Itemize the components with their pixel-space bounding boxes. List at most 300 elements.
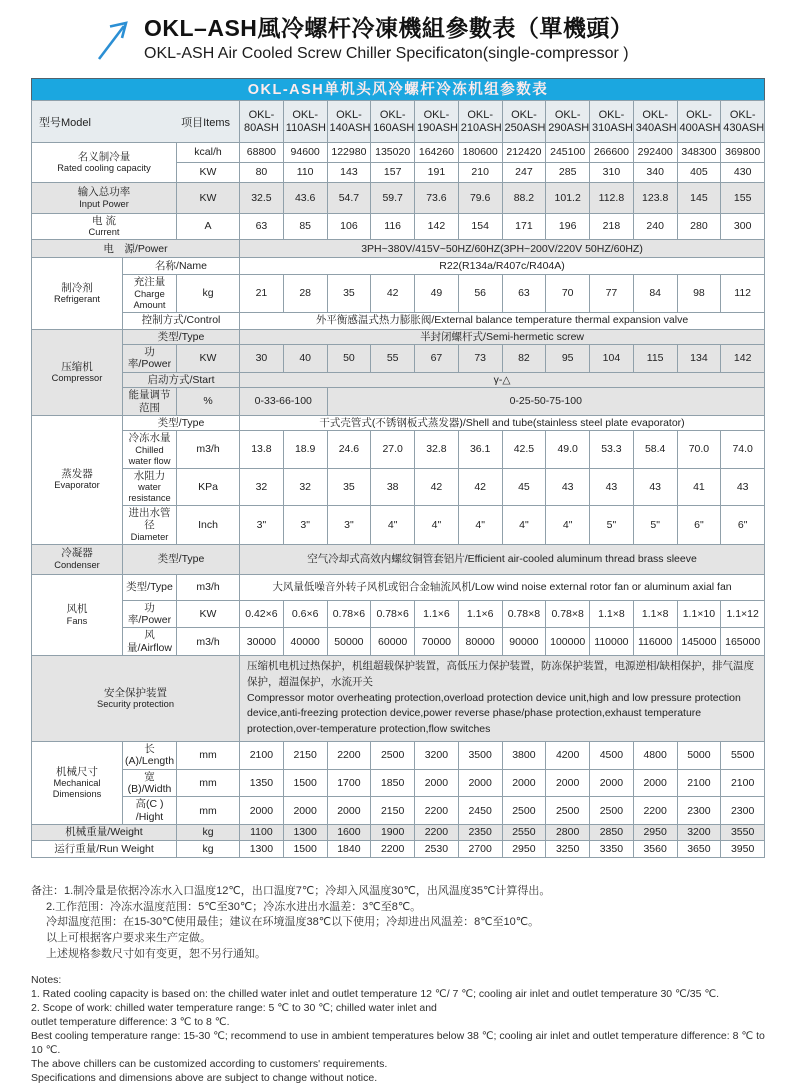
merged-value-cell: 3PH~380V/415V~50HZ/60HZ(3PH~200V/220V 50HZ/60HZ) xyxy=(240,240,765,258)
value-cell: 3560 xyxy=(633,841,677,858)
value-cell: 70 xyxy=(546,275,590,312)
model-header-cell: OKL- 430ASH xyxy=(721,101,765,143)
unit-cell: mm xyxy=(177,769,240,797)
model-header-cell: OKL- 110ASH xyxy=(283,101,327,143)
value-cell: 82 xyxy=(502,345,546,373)
spec-table xyxy=(31,100,765,858)
table-row xyxy=(32,741,765,769)
value-cell: 59.7 xyxy=(371,183,415,214)
row-label-cell: 类型/Type xyxy=(123,544,240,574)
row-group-cell: 制冷剂 Refrigerant xyxy=(32,258,123,329)
value-cell: 405 xyxy=(677,163,721,183)
value-cell: 1500 xyxy=(283,841,327,858)
value-cell: 122980 xyxy=(327,143,371,163)
row-group-cell: 冷凝器 Condenser xyxy=(32,544,123,574)
value-cell: 43.6 xyxy=(283,183,327,214)
value-cell: 340 xyxy=(633,163,677,183)
model-header-cell: OKL- 140ASH xyxy=(327,101,371,143)
value-cell: 53.3 xyxy=(590,431,634,468)
merged-value-cell: 干式壳管式(不锈钢板式蒸发器)/Shell and tube(stainless steel plate evaporator) xyxy=(240,415,765,430)
value-cell: 85 xyxy=(283,214,327,240)
row-label-cell: 安全保护装置 Security protection xyxy=(32,656,240,742)
row-group-cell: 压缩机 Compressor xyxy=(32,329,123,415)
value-cell: 2300 xyxy=(721,797,765,825)
value-cell: 60000 xyxy=(371,628,415,656)
table-row xyxy=(32,544,765,574)
value-cell: 2200 xyxy=(415,825,459,841)
model-header-cell: OKL- 310ASH xyxy=(590,101,634,143)
row-group-cell: 蒸发器 Evaporator xyxy=(32,415,123,544)
value-cell: 165000 xyxy=(721,628,765,656)
value-cell: 88.2 xyxy=(502,183,546,214)
unit-cell: KW xyxy=(177,163,240,183)
unit-cell: m3/h xyxy=(177,431,240,468)
row-label-cell: 宽(B)/Width xyxy=(123,769,177,797)
value-cell: 49.0 xyxy=(546,431,590,468)
value-cell: 2450 xyxy=(458,797,502,825)
row-label-cell: 水阻力 water resistance xyxy=(123,468,177,505)
value-cell: 212420 xyxy=(502,143,546,163)
value-cell: 38 xyxy=(371,468,415,505)
value-cell: 1500 xyxy=(283,769,327,797)
spec-table-body xyxy=(32,101,765,858)
merged-value-cell: 0-25-50-75-100 xyxy=(327,388,765,416)
notes-en xyxy=(31,974,771,1086)
value-cell: 106 xyxy=(327,214,371,240)
merged-value-cell: 大风量低噪音外转子风机或铝合金轴流风机/Low wind noise external rotor fan or aluminum axial fan xyxy=(240,574,765,600)
value-cell: 13.8 xyxy=(240,431,284,468)
value-cell: 2950 xyxy=(502,841,546,858)
unit-cell: mm xyxy=(177,741,240,769)
value-cell: 2100 xyxy=(677,769,721,797)
value-cell: 155 xyxy=(721,183,765,214)
value-cell: 1350 xyxy=(240,769,284,797)
table-row xyxy=(32,825,765,841)
unit-cell: mm xyxy=(177,797,240,825)
value-cell: 1100 xyxy=(240,825,284,841)
value-cell: 3" xyxy=(240,505,284,544)
value-cell: 4500 xyxy=(590,741,634,769)
title-block xyxy=(144,10,633,63)
value-cell: 6" xyxy=(721,505,765,544)
value-cell: 1.1×6 xyxy=(415,600,459,628)
value-cell: 2100 xyxy=(721,769,765,797)
value-cell: 3250 xyxy=(546,841,590,858)
value-cell: 3500 xyxy=(458,741,502,769)
value-cell: 300 xyxy=(721,214,765,240)
value-cell: 2000 xyxy=(240,797,284,825)
unit-cell: Inch xyxy=(177,505,240,544)
corner-model-label: 型号Model xyxy=(39,116,91,129)
value-cell: 157 xyxy=(371,163,415,183)
value-cell: 104 xyxy=(590,345,634,373)
note-line: Notes: xyxy=(31,974,62,987)
row-label-cell: 电 流 Current xyxy=(32,214,177,240)
table-row xyxy=(32,329,765,344)
value-cell: 56 xyxy=(458,275,502,312)
value-cell: 164260 xyxy=(415,143,459,163)
value-cell: 21 xyxy=(240,275,284,312)
value-cell: 95 xyxy=(546,345,590,373)
value-cell: 94600 xyxy=(283,143,327,163)
value-cell: 3350 xyxy=(590,841,634,858)
value-cell: 110 xyxy=(283,163,327,183)
value-cell: 63 xyxy=(240,214,284,240)
table-row xyxy=(32,388,765,416)
model-header-cell: OKL- 340ASH xyxy=(633,101,677,143)
value-cell: 1900 xyxy=(371,825,415,841)
model-header-cell: OKL- 290ASH xyxy=(546,101,590,143)
unit-cell: KW xyxy=(177,345,240,373)
note-line: 以上可根据客户要求来生产定做。 xyxy=(46,931,211,944)
note-line: 上述规格参数尺寸如有变更，恕不另行通知。 xyxy=(46,947,266,960)
models-items-corner-cell xyxy=(32,101,240,143)
value-cell: 49 xyxy=(415,275,459,312)
value-cell: 2000 xyxy=(327,797,371,825)
value-cell: 112 xyxy=(721,275,765,312)
unit-cell: % xyxy=(177,388,240,416)
value-cell: 5" xyxy=(633,505,677,544)
value-cell: 36.1 xyxy=(458,431,502,468)
value-cell: 50 xyxy=(327,345,371,373)
value-cell: 28 xyxy=(283,275,327,312)
model-header-cell: OKL- 250ASH xyxy=(502,101,546,143)
value-cell: 0.6×6 xyxy=(283,600,327,628)
row-label-cell: 长(A)/Length xyxy=(123,741,177,769)
row-group-cell: 风机 Fans xyxy=(32,574,123,656)
row-label-cell: 风量/Airflow xyxy=(123,628,177,656)
value-cell: 115 xyxy=(633,345,677,373)
model-header-cell: OKL- 160ASH xyxy=(371,101,415,143)
row-label-cell: 类型/Type xyxy=(123,574,177,600)
unit-cell: kcal/h xyxy=(177,143,240,163)
value-cell: 280 xyxy=(677,214,721,240)
value-cell: 2500 xyxy=(371,741,415,769)
value-cell: 84 xyxy=(633,275,677,312)
value-cell: 1600 xyxy=(327,825,371,841)
value-cell: 3650 xyxy=(677,841,721,858)
value-cell: 196 xyxy=(546,214,590,240)
table-row xyxy=(32,258,765,275)
value-cell: 43 xyxy=(590,468,634,505)
value-cell: 4" xyxy=(458,505,502,544)
value-cell: 135020 xyxy=(371,143,415,163)
row-label-cell: 启动方式/Start xyxy=(123,372,240,387)
value-cell: 2200 xyxy=(415,797,459,825)
value-cell: 2000 xyxy=(590,769,634,797)
value-cell: 245100 xyxy=(546,143,590,163)
value-cell: 24.6 xyxy=(327,431,371,468)
unit-cell: KPa xyxy=(177,468,240,505)
table-row xyxy=(32,240,765,258)
notes-cn xyxy=(31,884,771,962)
row-label-cell: 功率/Power xyxy=(123,345,177,373)
unit-cell: KW xyxy=(177,183,240,214)
value-cell: 1850 xyxy=(371,769,415,797)
value-cell: 40000 xyxy=(283,628,327,656)
merged-value-cell: γ-△ xyxy=(240,372,765,387)
value-cell: 1300 xyxy=(283,825,327,841)
value-cell: 285 xyxy=(546,163,590,183)
note-line: The above chillers can be customized according to customers' requirements. xyxy=(31,1057,388,1070)
value-cell: 3800 xyxy=(502,741,546,769)
value-cell: 2500 xyxy=(590,797,634,825)
value-cell: 98 xyxy=(677,275,721,312)
value-cell: 191 xyxy=(415,163,459,183)
value-cell: 42 xyxy=(415,468,459,505)
value-cell: 5500 xyxy=(721,741,765,769)
value-cell: 154 xyxy=(458,214,502,240)
note-line: Specifications and dimensions above are subject to change without notice. xyxy=(31,1071,378,1084)
merged-value-cell: 半封闭螺杆式/Semi-hermetic screw xyxy=(240,329,765,344)
table-row xyxy=(32,797,765,825)
table-row xyxy=(32,628,765,656)
value-cell: 0.78×8 xyxy=(546,600,590,628)
value-cell: 1.1×6 xyxy=(458,600,502,628)
table-row xyxy=(32,183,765,214)
row-group-cell: 机械尺寸 Mechanical Dimensions xyxy=(32,741,123,824)
value-cell: 55 xyxy=(371,345,415,373)
value-cell: 110000 xyxy=(590,628,634,656)
row-label-cell: 冷冻水量 Chilled water flow xyxy=(123,431,177,468)
row-label-cell: 电 源/Power xyxy=(32,240,240,258)
value-cell: 1.1×12 xyxy=(721,600,765,628)
merged-value-cell: 外平衡感温式热力膨胀阀/External balance temperature thermal expansion valve xyxy=(240,312,765,329)
row-label-cell: 高(C ) /Hight xyxy=(123,797,177,825)
value-cell: 3950 xyxy=(721,841,765,858)
row-label-cell: 充注量 Charge Amount xyxy=(123,275,177,312)
value-cell: 1.1×8 xyxy=(590,600,634,628)
value-cell: 50000 xyxy=(327,628,371,656)
value-cell: 145000 xyxy=(677,628,721,656)
value-cell: 123.8 xyxy=(633,183,677,214)
row-label-cell: 能量调节范围 xyxy=(123,388,177,416)
value-cell: 348300 xyxy=(677,143,721,163)
unit-cell: A xyxy=(177,214,240,240)
table-row xyxy=(32,769,765,797)
value-cell: 30 xyxy=(240,345,284,373)
note-line: 2. Scope of work: chilled water temperature range: 5 ℃ to 30 ℃; chilled water inlet and xyxy=(31,1002,437,1015)
note-line: 备注：1.制冷量是依据冷冻水入口温度12℃，出口温度7℃；冷却入风温度30℃，出风温度35℃计算得出。 xyxy=(31,885,551,898)
merged-value-cell: 空气冷却式高效内螺纹铜管套铝片/Efficient air-cooled aluminum thread brass sleeve xyxy=(240,544,765,574)
value-cell: 68800 xyxy=(240,143,284,163)
table-row xyxy=(32,372,765,387)
unit-cell: m3/h xyxy=(177,628,240,656)
value-cell: 1300 xyxy=(240,841,284,858)
value-cell: 143 xyxy=(327,163,371,183)
table-row xyxy=(32,600,765,628)
table-row xyxy=(32,415,765,430)
value-cell: 0.78×6 xyxy=(327,600,371,628)
value-cell: 2000 xyxy=(502,769,546,797)
merged-value-cell: 压缩机电机过热保护，机组超载保护装置，高低压力保护装置，防冻保护装置，电源逆相/缺相保护，排气温度保护，超温保护，水流开关 Compressor motor overheating protection,overload protection device unit,high and low pressure protection device,anti-freezing protection device,power reverse phase/phase protection,exhaust temperature protection,over-temperature protection,flow switches xyxy=(240,656,765,742)
value-cell: 32.5 xyxy=(240,183,284,214)
value-cell: 3200 xyxy=(677,825,721,841)
value-cell: 43 xyxy=(546,468,590,505)
value-cell: 32 xyxy=(240,468,284,505)
value-cell: 2700 xyxy=(458,841,502,858)
value-cell: 27.0 xyxy=(371,431,415,468)
unit-cell: kg xyxy=(177,275,240,312)
value-cell: 2100 xyxy=(240,741,284,769)
model-header-cell: OKL- 190ASH xyxy=(415,101,459,143)
table-row xyxy=(32,505,765,544)
value-cell: 4" xyxy=(415,505,459,544)
value-cell: 2150 xyxy=(283,741,327,769)
page-subtitle: OKL-ASH Air Cooled Screw Chiller Specificaton(single-compressor ) xyxy=(144,45,629,62)
value-cell: 35 xyxy=(327,275,371,312)
value-cell: 77 xyxy=(590,275,634,312)
value-cell: 45 xyxy=(502,468,546,505)
row-label-cell: 控制方式/Control xyxy=(123,312,240,329)
value-cell: 41 xyxy=(677,468,721,505)
value-cell: 1840 xyxy=(327,841,371,858)
corner-items-label: 项目Items xyxy=(181,116,231,129)
value-cell: 73.6 xyxy=(415,183,459,214)
value-cell: 79.6 xyxy=(458,183,502,214)
value-cell: 67 xyxy=(415,345,459,373)
value-cell: 4" xyxy=(502,505,546,544)
value-cell: 5000 xyxy=(677,741,721,769)
value-cell: 1700 xyxy=(327,769,371,797)
value-cell: 43 xyxy=(633,468,677,505)
value-cell: 32.8 xyxy=(415,431,459,468)
value-cell: 4800 xyxy=(633,741,677,769)
row-label-cell: 输入总功率 Input Power xyxy=(32,183,177,214)
row-label-cell: 类型/Type xyxy=(123,415,240,430)
value-cell: 2200 xyxy=(633,797,677,825)
value-cell: 116000 xyxy=(633,628,677,656)
value-cell: 2530 xyxy=(415,841,459,858)
unit-cell: kg xyxy=(177,841,240,858)
model-header-cell: OKL- 80ASH xyxy=(240,101,284,143)
value-cell: 1.1×8 xyxy=(633,600,677,628)
unit-cell: kg xyxy=(177,825,240,841)
value-cell: 0.78×6 xyxy=(371,600,415,628)
value-cell: 2200 xyxy=(371,841,415,858)
table-row xyxy=(32,431,765,468)
value-cell: 266600 xyxy=(590,143,634,163)
value-cell: 90000 xyxy=(502,628,546,656)
value-cell: 0.78×8 xyxy=(502,600,546,628)
value-cell: 58.4 xyxy=(633,431,677,468)
value-cell: 2200 xyxy=(327,741,371,769)
row-label-cell: 类型/Type xyxy=(123,329,240,344)
spec-table-wrap xyxy=(31,78,765,858)
note-line: 冷却温度范围：在15-30℃使用最佳；建议在环境温度38℃以下使用；冷却进出风温差：8℃至10℃。 xyxy=(46,916,540,929)
note-line: Best cooling temperature range: 15-30 ℃; recommend to use in ambient temperatures below 38 ℃; cooling air inlet and outlet temperature difference: 8 ℃ to 10 ℃. xyxy=(31,1029,765,1056)
value-cell: 142 xyxy=(415,214,459,240)
model-header-cell: OKL- 400ASH xyxy=(677,101,721,143)
value-cell: 2800 xyxy=(546,825,590,841)
value-cell: 1.1×10 xyxy=(677,600,721,628)
row-label-cell: 功率/Power xyxy=(123,600,177,628)
value-cell: 2950 xyxy=(633,825,677,841)
value-cell: 4" xyxy=(546,505,590,544)
value-cell: 30000 xyxy=(240,628,284,656)
logo-arrow-icon xyxy=(92,13,138,61)
value-cell: 2500 xyxy=(546,797,590,825)
table-row xyxy=(32,345,765,373)
value-cell: 2000 xyxy=(458,769,502,797)
value-cell: 80000 xyxy=(458,628,502,656)
value-cell: 369800 xyxy=(721,143,765,163)
value-cell: 3" xyxy=(283,505,327,544)
table-row xyxy=(32,841,765,858)
value-cell: 54.7 xyxy=(327,183,371,214)
value-cell: 3" xyxy=(327,505,371,544)
value-cell: 4200 xyxy=(546,741,590,769)
value-cell: 2000 xyxy=(633,769,677,797)
value-cell: 40 xyxy=(283,345,327,373)
row-label-cell: 进出水管径 Diameter xyxy=(123,505,177,544)
value-cell: 70.0 xyxy=(677,431,721,468)
table-row xyxy=(32,656,765,742)
value-cell: 42.5 xyxy=(502,431,546,468)
row-label-cell: 运行重量/Run Weight xyxy=(32,841,177,858)
row-label-cell: 名义制冷量 Rated cooling capacity xyxy=(32,143,177,183)
value-cell: 6" xyxy=(677,505,721,544)
value-cell: 171 xyxy=(502,214,546,240)
table-row xyxy=(32,312,765,329)
value-cell: 80 xyxy=(240,163,284,183)
value-cell: 43 xyxy=(721,468,765,505)
value-cell: 2000 xyxy=(546,769,590,797)
table-row xyxy=(32,214,765,240)
value-cell: 100000 xyxy=(546,628,590,656)
value-cell: 180600 xyxy=(458,143,502,163)
value-cell: 32 xyxy=(283,468,327,505)
value-cell: 240 xyxy=(633,214,677,240)
unit-cell: KW xyxy=(177,600,240,628)
value-cell: 18.9 xyxy=(283,431,327,468)
page-header xyxy=(0,0,790,63)
value-cell: 218 xyxy=(590,214,634,240)
value-cell: 292400 xyxy=(633,143,677,163)
table-row xyxy=(32,275,765,312)
value-cell: 2850 xyxy=(590,825,634,841)
value-cell: 2000 xyxy=(283,797,327,825)
value-cell: 74.0 xyxy=(721,431,765,468)
value-cell: 63 xyxy=(502,275,546,312)
value-cell: 2000 xyxy=(415,769,459,797)
value-cell: 2350 xyxy=(458,825,502,841)
table-row xyxy=(32,143,765,163)
value-cell: 210 xyxy=(458,163,502,183)
note-line: outlet temperature difference: 3 ℃ to 8 ℃. xyxy=(31,1016,230,1029)
value-cell: 2150 xyxy=(371,797,415,825)
value-cell: 145 xyxy=(677,183,721,214)
value-cell: 101.2 xyxy=(546,183,590,214)
value-cell: 73 xyxy=(458,345,502,373)
value-cell: 2300 xyxy=(677,797,721,825)
row-label-cell: 名称/Name xyxy=(123,258,240,275)
value-cell: 42 xyxy=(371,275,415,312)
value-cell: 5" xyxy=(590,505,634,544)
value-cell: 430 xyxy=(721,163,765,183)
value-cell: 247 xyxy=(502,163,546,183)
note-line: 2.工作范围：冷冻水温度范围：5℃至30℃；冷冻水进出水温差：3℃至8℃。 xyxy=(46,900,422,913)
value-cell: 116 xyxy=(371,214,415,240)
value-cell: 3200 xyxy=(415,741,459,769)
merged-value-cell: 0-33-66-100 xyxy=(240,388,328,416)
value-cell: 2500 xyxy=(502,797,546,825)
value-cell: 142 xyxy=(721,345,765,373)
note-line: 1. Rated cooling capacity is based on: the chilled water inlet and outlet temperature 12 ℃/ 7 ℃; cooling air inlet and outlet temperature 30 ℃/35 ℃. xyxy=(31,988,720,1001)
model-header-cell: OKL- 210ASH xyxy=(458,101,502,143)
value-cell: 4" xyxy=(371,505,415,544)
table-row xyxy=(32,574,765,600)
